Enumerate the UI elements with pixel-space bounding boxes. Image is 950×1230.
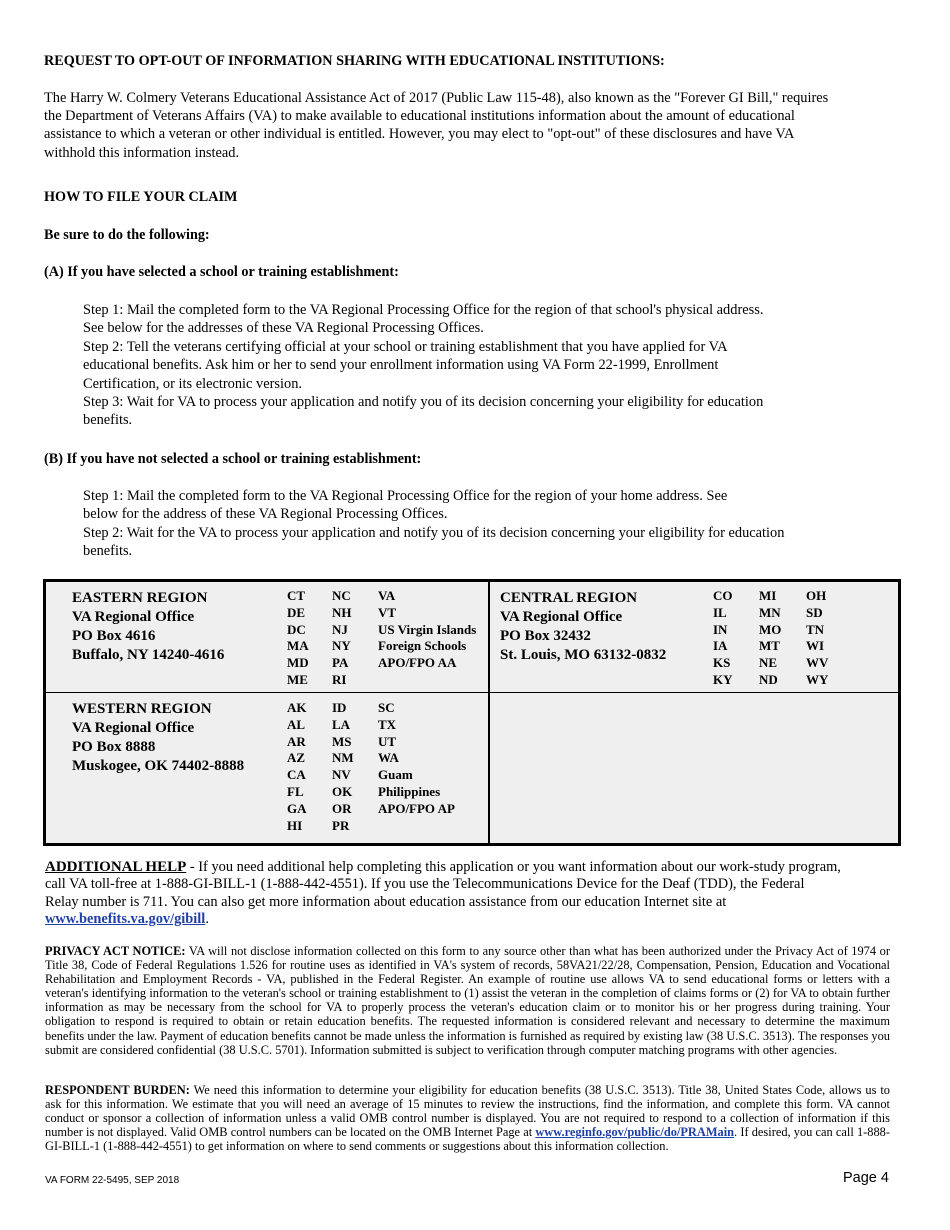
- address-line: VA Regional Office: [500, 609, 623, 625]
- help-line: [45, 911, 915, 928]
- address-line: VA Regional Office: [72, 609, 195, 625]
- western-states-col3: [378, 700, 455, 818]
- respondent-burden: [45, 1083, 890, 1153]
- step-line: Certification, or its electronic version.: [83, 375, 302, 392]
- burden-text-after: . If desired, you can call 1-888-GI-BILL-1 (1-888-442-4551) to get information on where to send comments or suggestions about this information collection.: [45, 1125, 890, 1154]
- optout-paragraph: [44, 89, 904, 162]
- state-code: KY: [713, 671, 733, 687]
- state-code: TN: [806, 621, 825, 637]
- central-states-col2: [759, 588, 781, 689]
- help-line: Relay number is 711. You can also get more information about education assistance from our education Internet site at: [45, 893, 727, 910]
- optout-line: assistance to which a veteran or other individual is entitled. However, you may elect to "opt-out" of these disclosures and have VA: [44, 126, 795, 143]
- claim-heading: HOW TO FILE YOUR CLAIM: [44, 189, 238, 205]
- page-number: Page 4: [843, 1170, 889, 1186]
- help-line: call VA toll-free at 1-888-GI-BILL-1 (1-888-442-4551). If you use the Telecommunications Device for the Deaf (TDD), the Federal: [45, 876, 805, 893]
- address-line: PO Box 8888: [72, 739, 156, 755]
- state-code: AZ: [287, 750, 306, 766]
- step-line: Step 3: Wait for VA to process your application and notify you of its decision concerning your eligibility for education: [83, 394, 764, 411]
- be-sure-heading: Be sure to do the following:: [44, 227, 210, 243]
- section-a-heading: (A) If you have selected a school or training establishment:: [44, 264, 399, 280]
- step-line: below for the address of these VA Regional Processing Offices.: [83, 506, 448, 523]
- state-code: CA: [287, 767, 306, 783]
- state-code: MN: [759, 604, 781, 620]
- step-line: Step 2: Wait for the VA to process your application and notify you of its decision concerning your eligibility for education: [83, 524, 785, 541]
- state-code: Foreign Schools: [378, 638, 467, 654]
- state-code: AK: [287, 700, 307, 715]
- western-region-address: [72, 700, 244, 776]
- state-code: DE: [287, 604, 306, 620]
- step-line: See below for the addresses of these VA Regional Processing Offices.: [83, 320, 484, 337]
- state-code: IA: [713, 638, 728, 654]
- gibill-link[interactable]: www.benefits.va.gov/gibill: [45, 910, 206, 927]
- state-code: NM: [332, 750, 354, 766]
- state-code: ME: [287, 671, 308, 687]
- link-suffix: .: [205, 910, 209, 927]
- address-line: PO Box 32432: [500, 628, 591, 644]
- state-code: KS: [713, 655, 731, 671]
- state-code: SD: [806, 604, 823, 620]
- privacy-act-notice: [45, 944, 890, 1057]
- section-a-steps: [83, 301, 763, 430]
- state-code: MO: [759, 621, 782, 637]
- state-code: OH: [806, 588, 827, 603]
- step-line: Step 1: Mail the completed form to the VA Regional Processing Office for the region of your home address. See: [83, 488, 728, 504]
- western-states-col1: [287, 700, 307, 834]
- privacy-label: PRIVACY ACT NOTICE:: [45, 944, 186, 958]
- state-code: DC: [287, 621, 306, 637]
- eastern-region-address: [72, 589, 224, 665]
- address-line: WESTERN REGION: [72, 701, 212, 717]
- state-code: AL: [287, 716, 306, 732]
- table-divider-horizontal: [46, 692, 898, 693]
- state-code: NE: [759, 655, 778, 671]
- optout-heading: REQUEST TO OPT-OUT OF INFORMATION SHARING WITH EDUCATIONAL INSTITUTIONS:: [44, 53, 665, 69]
- state-code: APO/FPO AA: [378, 655, 457, 671]
- state-code: HI: [287, 817, 303, 833]
- state-code: WV: [806, 655, 829, 671]
- state-code: GA: [287, 800, 307, 816]
- state-code: VA: [378, 588, 396, 603]
- additional-help-title: ADDITIONAL HELP: [45, 859, 187, 875]
- state-code: NC: [332, 588, 351, 603]
- state-code: Philippines: [378, 783, 441, 799]
- address-line: St. Louis, MO 63132-0832: [500, 647, 667, 663]
- address-line: PO Box 4616: [72, 628, 156, 644]
- step-line: educational benefits. Ask him or her to send your enrollment information using VA Form 22-1999, Enrollment: [83, 357, 719, 374]
- eastern-states-col3: [378, 588, 476, 672]
- state-code: NY: [332, 638, 351, 654]
- state-code: APO/FPO AP: [378, 800, 455, 816]
- form-id: VA FORM 22-5495, SEP 2018: [45, 1175, 180, 1186]
- state-code: Guam: [378, 767, 413, 783]
- address-line: Buffalo, NY 14240-4616: [72, 647, 225, 663]
- state-code: ND: [759, 671, 778, 687]
- state-code: SC: [378, 700, 395, 715]
- section-b-steps: [83, 487, 784, 561]
- western-states-col2: [332, 700, 354, 834]
- state-code: WY: [806, 671, 829, 687]
- privacy-text: VA will not disclose information collected on this form to any source other than what has been authorized under the Privacy Act of 1974 or Title 38, Code of Federal Regulations 1.526 for routine uses as identified in VA's system of records, 58VA21/22/28, Compensation, Pension, Education and Vocational Rehabilitation and Employment Records - VA, published in the Federal Register. An example of routine use allows VA to send educational forms or letters with a veteran's identifying information to the veteran's school or training establishment to (1) assist the veteran in the completion of claims forms or (2) for VA to obtain further information as may be necessary from the school for VA to properly process the veteran's education claim or to monitor his or her progress during training. Your obligation to respond is required to obtain or retain education benefits. The requested information is considered relevant and necessary to determine the maximum benefits under the law. Payment of education benefits cannot be made unless the information is furnished as required by existing law (38 U.S.C. 3513). The responses you submit are considered confidential (38 U.S.C. 5701). Information submitted is subject to verification through computer matching programs with other agencies.: [45, 944, 890, 1057]
- address-line: CENTRAL REGION: [500, 590, 638, 606]
- step-line: Step 2: Tell the veterans certifying official at your school or training establishment that you have applied for VA: [83, 338, 728, 355]
- state-code: VT: [378, 604, 397, 620]
- state-code: AR: [287, 733, 306, 749]
- state-code: LA: [332, 716, 351, 732]
- section-b-heading: (B) If you have not selected a school or training establishment:: [44, 451, 422, 467]
- optout-line: The Harry W. Colmery Veterans Educational Assistance Act of 2017 (Public Law 115-48), also known as the "Forever GI Bill," requires: [44, 90, 829, 106]
- optout-line: the Department of Veterans Affairs (VA) to make available to educational institutions information about the amount of educational: [44, 108, 795, 125]
- state-code: US Virgin Islands: [378, 621, 477, 637]
- state-code: MD: [287, 655, 309, 671]
- state-code: IN: [713, 621, 728, 637]
- state-code: MT: [759, 638, 780, 654]
- state-code: OR: [332, 800, 352, 816]
- pra-main-link[interactable]: www.reginfo.gov/public/do/PRAMain: [535, 1125, 735, 1140]
- state-code: RI: [332, 671, 347, 687]
- step-line: Step 1: Mail the completed form to the VA Regional Processing Office for the region of that school's physical address.: [83, 302, 764, 318]
- state-code: PA: [332, 655, 349, 671]
- address-line: Muskogee, OK 74402-8888: [72, 758, 245, 774]
- state-code: MS: [332, 733, 352, 749]
- address-line: EASTERN REGION: [72, 590, 208, 606]
- state-code: PR: [332, 817, 350, 833]
- burden-text: We need this information to determine your eligibility for education benefits (38 U.S.C. 3513). Title 38, United States Code, allows us to ask for this information. We estimate that you will need an average of 15 minutes to review the instructions, find the information, and complete this form. VA cannot conduct or sponsor a collection of information unless a valid OMB control number is displayed. You are not required to respond to a collection of information if this number is not displayed. Valid OMB control numbers can be located on the OMB Internet Page at: [45, 1083, 890, 1140]
- state-code: ID: [332, 700, 347, 715]
- state-code: MI: [759, 588, 777, 603]
- state-code: NH: [332, 604, 352, 620]
- state-code: WI: [806, 638, 825, 654]
- state-code: IL: [713, 604, 727, 620]
- address-line: VA Regional Office: [72, 720, 195, 736]
- additional-help: [45, 859, 915, 928]
- step-line: benefits.: [83, 543, 133, 560]
- central-region-address: [500, 589, 666, 665]
- state-code: MA: [287, 638, 309, 654]
- table-divider-vertical: [488, 582, 490, 844]
- state-code: UT: [378, 733, 397, 749]
- central-states-col1: [713, 588, 733, 689]
- central-states-col3: [806, 588, 828, 689]
- state-code: OK: [332, 783, 353, 799]
- state-code: NJ: [332, 621, 348, 637]
- help-line: [45, 859, 915, 876]
- help-text: - If you need additional help completing this application or you want information about our work-study program,: [186, 859, 841, 875]
- state-code: CT: [287, 588, 306, 603]
- eastern-states-col2: [332, 588, 352, 689]
- step-line: benefits.: [83, 412, 133, 429]
- state-code: CO: [713, 588, 733, 603]
- state-code: FL: [287, 783, 304, 799]
- state-code: TX: [378, 716, 397, 732]
- eastern-states-col1: [287, 588, 309, 689]
- state-code: NV: [332, 767, 351, 783]
- burden-label: RESPONDENT BURDEN:: [45, 1083, 190, 1097]
- state-code: WA: [378, 750, 399, 766]
- optout-line: withhold this information instead.: [44, 144, 240, 161]
